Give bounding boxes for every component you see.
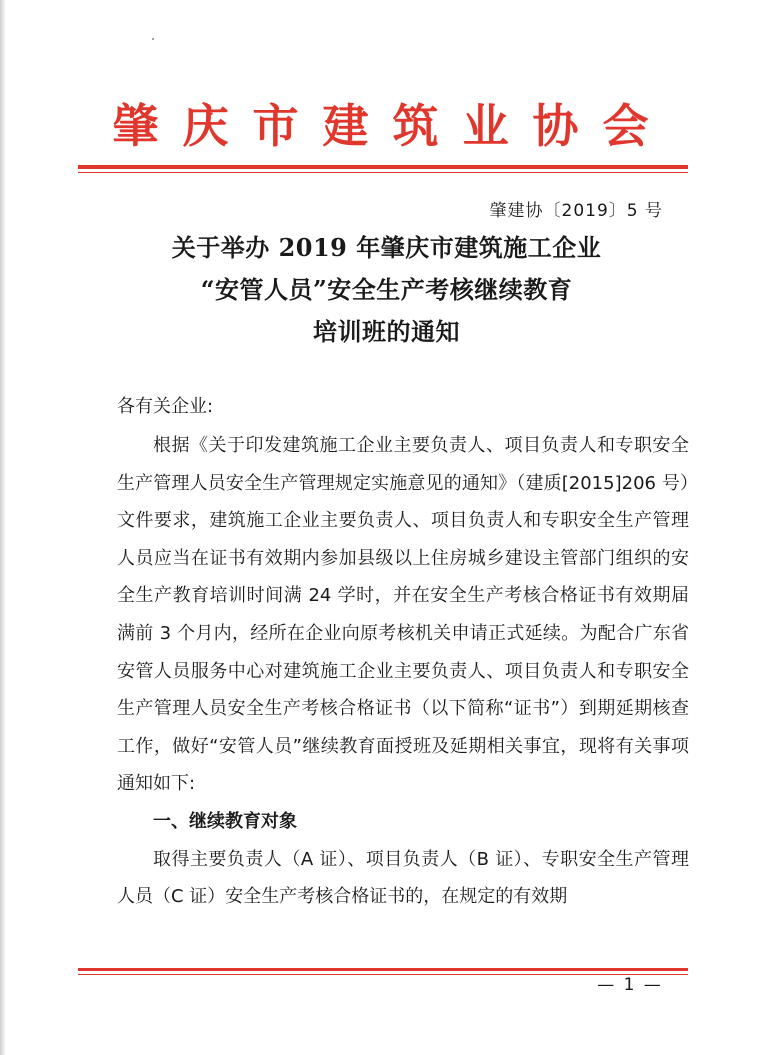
title-line-1: 关于举办 2019 年肇庆市建筑施工企业 (171, 233, 602, 262)
letterhead-rule-thick (78, 165, 688, 169)
letterhead-rule-thin (78, 172, 688, 173)
scan-edge (0, 0, 6, 1055)
paragraph-2: 取得主要负责人（A 证）、项目负责人（B 证）、专职安全生产管理人员（C 证）安全生产考核合格证书的，在规定的有效期 (117, 848, 689, 908)
document-title (0, 227, 773, 353)
title-line-3: 培训班的通知 (313, 317, 460, 346)
section-1-heading: 一、继续教育对象 (153, 810, 297, 832)
letterhead-org-name: 肇庆市建筑业协会 (112, 99, 673, 153)
footer-rule-thick (78, 968, 688, 971)
document-body (117, 387, 689, 916)
document-number: 肇建协〔2019〕5 号 (489, 201, 663, 221)
title-line-2: “安管人员”安全生产考核继续教育 (200, 275, 573, 304)
page-number: — 1 — (597, 975, 663, 995)
salutation: 各有关企业: (117, 396, 214, 417)
scan-speck (152, 38, 154, 40)
paragraph-1: 根据《关于印发建筑施工企业主要负责人、项目负责人和专职安全生产管理人员安全生产管理规定实施意见的通知》（建质[2015]206 号）文件要求，建筑施工企业主要负责人、项目负责人和专职安全生产管理人员应当在证书有效期内参加县级以上住房城乡建设主管部门组织的安全生产教育培训时间满 24 学时，并在安全生产考核合格证书有效期届满前 3 个月内，经所在企业向原考核机关申请正式延续。为配合广东省安管人员服务中心对建筑施工企业主要负责人、项目负责人和专职安全生产管理人员安全生产考核合格证书（以下简称“证书”）到期延期核查工作，做好“安管人员”继续教育面授班及延期相关事宜，现将有关事项通知如下: (117, 435, 689, 795)
